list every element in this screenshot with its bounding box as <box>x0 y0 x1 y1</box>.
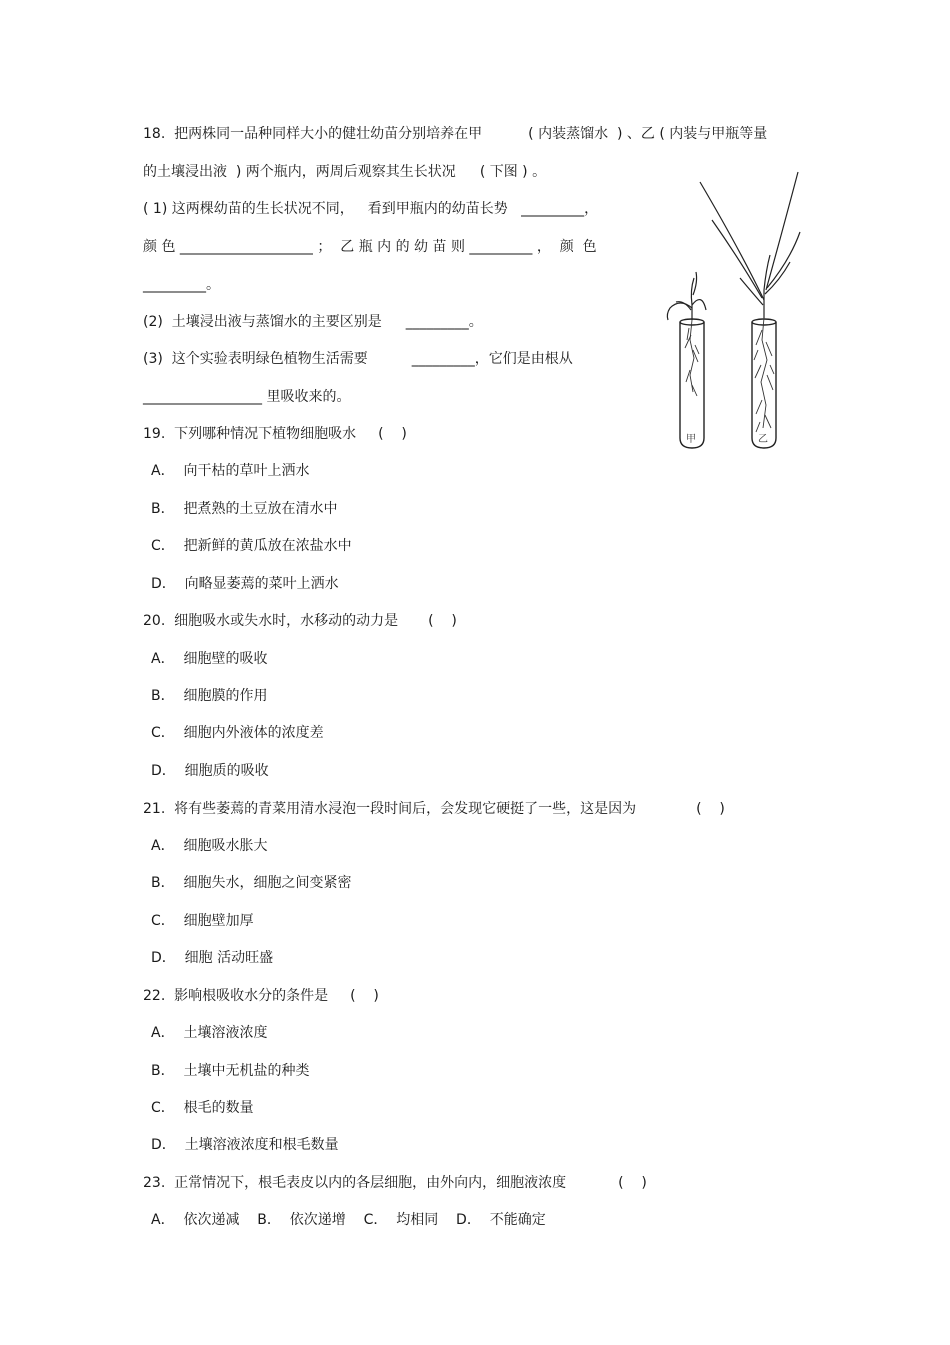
answer-blank: ( ) <box>428 613 457 629</box>
q19-stem <box>143 424 407 444</box>
question-stem: 21. 将有些萎蔫的青菜用清水浸泡一段时间后，会发现它硬挺了一些，这是因为 <box>143 801 637 817</box>
option-c: C． 根毛的数量 <box>151 1100 254 1116</box>
q18-text: ( 内装蒸馏水 ) 、乙 ( 内装与甲瓶等量 <box>528 126 768 142</box>
answer-blank: ( ) <box>350 988 379 1004</box>
q18-line-6 <box>143 312 483 332</box>
question-stem: 22. 影响根吸收水分的条件是 <box>143 988 329 1004</box>
q18-line-5 <box>143 275 220 295</box>
option-a: A． 细胞吸水胀大 <box>151 838 268 854</box>
q20-stem <box>143 611 457 631</box>
option-c: C． 细胞壁加厚 <box>151 913 254 929</box>
answer-blank: ( ) <box>378 426 407 442</box>
q18-text: _________。 <box>143 277 220 293</box>
q18-line-8 <box>143 387 350 407</box>
option-b: B． 把煮熟的土豆放在清水中 <box>151 501 338 517</box>
option-d: D． 细胞质的吸收 <box>151 763 269 779</box>
q18-text: _________________ 里吸收来的。 <box>143 389 351 405</box>
q23-options: A． 依次递减 B． 依次递增 C． 均相同 D． 不能确定 <box>151 1212 546 1228</box>
question-stem: 19. 下列哪种情况下植物细胞吸水 <box>143 426 357 442</box>
option-d: D． 向略显萎蔫的菜叶上洒水 <box>151 576 339 592</box>
q18-line-3 <box>143 199 598 219</box>
option-b: B． 土壤中无机盐的种类 <box>151 1063 310 1079</box>
tube-label-yi: 乙 <box>758 434 768 445</box>
question-stem: 23. 正常情况下，根毛表皮以内的各层细胞，由外向内，细胞液浓度 <box>143 1175 567 1191</box>
option-a: A． 细胞壁的吸收 <box>151 651 268 667</box>
q18-text: _________。 <box>405 314 483 330</box>
option-c: C． 细胞内外液体的浓度差 <box>151 725 324 741</box>
q18-text: (3) 这个实验表明绿色植物生活需要 <box>143 351 368 367</box>
q18-text: 的土壤浸出液 ) 两个瓶内，两周后观察其生长状况 <box>143 164 456 180</box>
two-test-tubes-icon <box>640 160 820 460</box>
option-c: C． 把新鲜的黄瓜放在浓盐水中 <box>151 538 352 554</box>
q18-line-4 <box>143 237 597 257</box>
q18-text: ( 下图 ) 。 <box>479 164 547 180</box>
option-d: D． 土壤溶液浓度和根毛数量 <box>151 1137 339 1153</box>
option-b: B． 细胞膜的作用 <box>151 688 268 704</box>
option-a: A． 向干枯的草叶上洒水 <box>151 463 310 479</box>
tube-label-jia: 甲 <box>686 434 696 445</box>
q22-stem <box>143 986 379 1006</box>
q18-text: ( 1) 这两棵幼苗的生长状况不同， <box>143 201 354 217</box>
q18-text: _________，它们是由根从 <box>411 351 573 367</box>
question-stem: 20. 细胞吸水或失水时，水移动的动力是 <box>143 613 399 629</box>
q18-text: 看到甲瓶内的幼苗长势 _________， <box>367 201 599 217</box>
answer-blank: ( ) <box>618 1175 647 1191</box>
tube-right <box>752 322 776 448</box>
q18-text: 18. 把两株同一品种同样大小的健壮幼苗分别培养在甲 <box>143 126 483 142</box>
test-tubes-figure <box>640 160 820 460</box>
option-d: D． 细胞 活动旺盛 <box>151 950 274 966</box>
q18-text: 颜 色 ___________________ ； 乙 瓶 内 的 幼 苗 则 _________ ， 颜 色 <box>143 239 597 255</box>
q18-line-1 <box>143 124 767 144</box>
q23-stem <box>143 1173 647 1193</box>
q21-stem <box>143 799 725 819</box>
q18-text: (2) 土壤浸出液与蒸馏水的主要区别是 <box>143 314 382 330</box>
option-a: A． 土壤溶液浓度 <box>151 1025 268 1041</box>
option-b: B． 细胞失水，细胞之间变紧密 <box>151 875 352 891</box>
answer-blank: ( ) <box>696 801 725 817</box>
q18-line-2 <box>143 162 546 182</box>
q18-line-7 <box>143 349 573 369</box>
